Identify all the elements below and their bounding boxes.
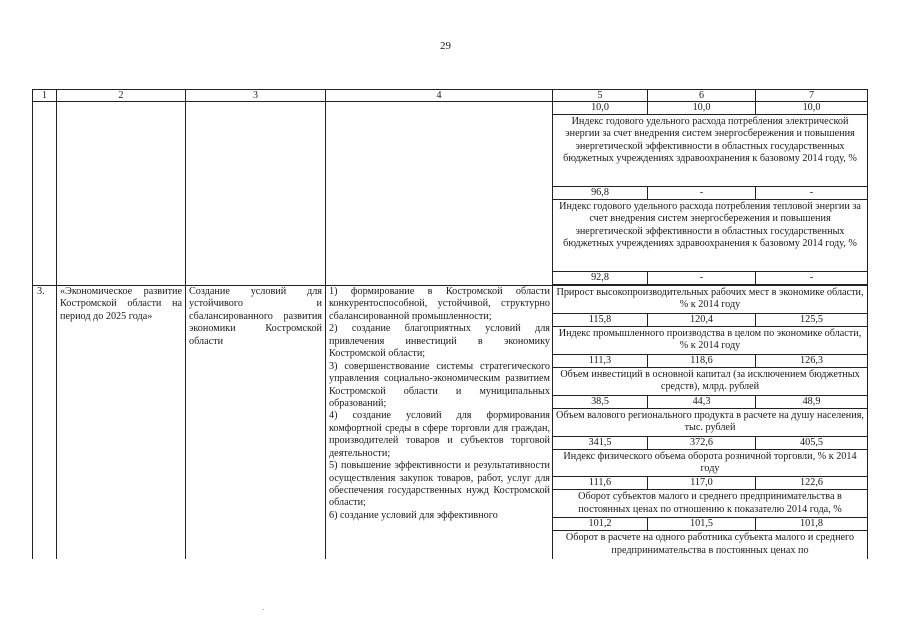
indicator-text: Прирост высокопроизводительных рабочих мест в экономике области, % к 2014 году <box>553 286 868 314</box>
value-cell: 111,3 <box>553 354 648 367</box>
empty-cell <box>57 102 186 286</box>
value-cell: 38,5 <box>553 395 648 408</box>
value-cell: 10,0 <box>648 102 756 115</box>
value-cell: - <box>756 272 868 285</box>
value-cell: 118,6 <box>648 354 756 367</box>
value-cell: 117,0 <box>648 477 756 490</box>
value-cell: 341,5 <box>553 436 648 449</box>
value-cell: 125,5 <box>756 313 868 326</box>
value-cell: 405,5 <box>756 436 868 449</box>
indicator-text: Объем валового регионального продукта в расчете на душу населения, тыс. рублей <box>553 408 868 436</box>
value-cell: 48,9 <box>756 395 868 408</box>
header-cell: 2 <box>57 90 186 102</box>
header-row <box>33 90 868 102</box>
value-cell: 115,8 <box>553 313 648 326</box>
indicator-row <box>33 286 868 314</box>
value-cell: 96,8 <box>553 187 648 200</box>
page-number: 29 <box>440 40 451 52</box>
header-cell: 3 <box>186 90 326 102</box>
indicator-text: Оборот в расчете на одного работника субъекта малого и среднего предпринимательства в постоянных ценах по <box>553 531 868 560</box>
value-cell: 10,0 <box>553 102 648 115</box>
program-name: «Экономическое развитие Костромской области на период до 2025 года» <box>57 286 186 560</box>
empty-cell <box>326 102 553 286</box>
indicator-text: Индекс промышленного производства в целом по экономике области, % к 2014 году <box>553 326 868 354</box>
indicator-text: Индекс физического объема оборота розничной торговли, % к 2014 году <box>553 449 868 477</box>
header-cell: 6 <box>648 90 756 102</box>
header-cell: 7 <box>756 90 868 102</box>
value-row <box>33 102 868 115</box>
value-cell: 101,5 <box>648 518 756 531</box>
header-cell: 4 <box>326 90 553 102</box>
value-cell: - <box>648 187 756 200</box>
value-cell: 10,0 <box>756 102 868 115</box>
value-cell: 122,6 <box>756 477 868 490</box>
scan-mark: . <box>262 602 265 612</box>
value-cell: 120,4 <box>648 313 756 326</box>
indicator-text: Индекс годового удельного расхода потребления электрической энергии за счет внедрения систем энергосбережения и повышения энергетической эффективности в областных государственных бюджетных учреждениях здравоохранения к базовому 2014 году, % <box>553 115 868 187</box>
value-cell: 111,6 <box>553 477 648 490</box>
header-cell: 5 <box>553 90 648 102</box>
empty-cell <box>186 102 326 286</box>
value-cell: - <box>648 272 756 285</box>
value-cell: 101,8 <box>756 518 868 531</box>
empty-cell <box>33 102 57 286</box>
indicator-text: Объем инвестиций в основной капитал (за исключением бюджетных средств), млрд. рублей <box>553 367 868 395</box>
program-tasks: 1) формирование в Костромской области конкурентоспособной, устойчивой, структурно сбалансированной промышленности; 2) создание благоприятных условий для привлечения инвестиций в экономику Костромской области; 3) совершенствование системы стратегического управления социально-экономическим развитием Костромской области и муниципальных образований; 4) создание условий для формирования комфортной среды в сфере торговли для граждан, производителей товаров и субъектов торговой деятельности; 5) повышение эффективности и результативности осуществления закупок товаров, работ, услуг для обеспечения государственных нужд Костромской области; 6) создание условий для эффективного <box>326 286 553 560</box>
value-cell: 92,8 <box>553 272 648 285</box>
value-cell: 126,3 <box>756 354 868 367</box>
indicator-text: Оборот субъектов малого и среднего предпринимательства в постоянных ценах по отношению к показателю 2014 года, % <box>553 490 868 518</box>
value-cell: 44,3 <box>648 395 756 408</box>
value-cell: 101,2 <box>553 518 648 531</box>
indicator-text: Индекс годового удельного расхода потребления тепловой энергии за счет внедрения систем энергосбережения и повышения энергетической эффективности в областных государственных бюджетных учреждениях здравоохранения к базовому 2014 году, % <box>553 200 868 272</box>
program-goal: Создание условий для устойчивого и сбалансированного развития экономики Костромской области <box>186 286 326 560</box>
header-cell: 1 <box>33 90 57 102</box>
value-cell: 372,6 <box>648 436 756 449</box>
program-number: 3. <box>33 286 57 560</box>
value-cell: - <box>756 187 868 200</box>
program-table <box>32 89 868 559</box>
